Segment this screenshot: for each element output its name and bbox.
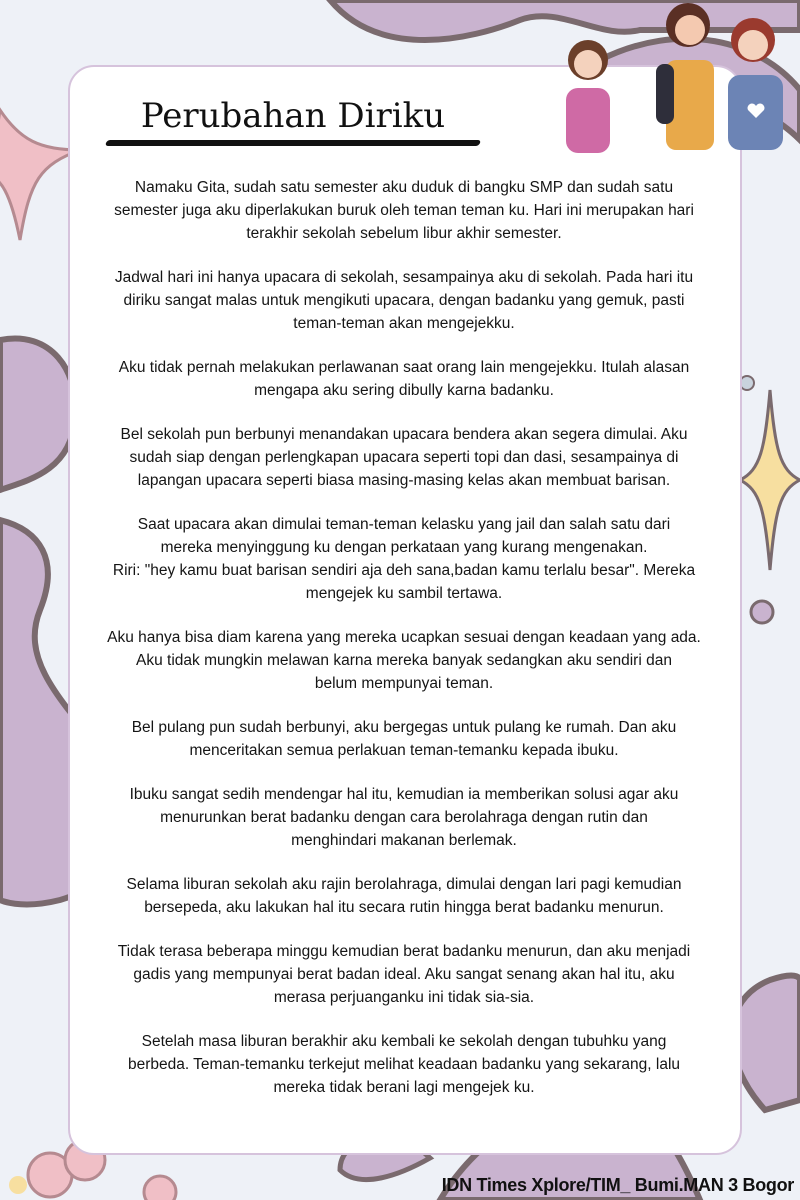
story-line: Aku tidak mungkin melawan karna mereka banyak sedangkan aku sendiri dan [136, 652, 672, 669]
story-line: gadis yang mempunyai berat badan ideal. Aku sangat senang akan hal itu, aku [133, 966, 675, 983]
story-line: Jadwal hari ini hanya upacara di sekolah, sesampainya aku di sekolah. Pada hari itu [114, 269, 694, 286]
story-line: terakhir sekolah sebelum libur akhir semester. [246, 225, 562, 242]
story-line: Selama liburan sekolah aku rajin berolahraga, dimulai dengan lari pagi kemudian [126, 876, 682, 893]
story-line: Bel sekolah pun berbunyi menandakan upacara bendera akan segera dimulai. Aku [120, 426, 688, 443]
story-line: teman-teman akan mengejekku. [293, 315, 515, 332]
story-line: mengapa aku sering dibully karna badanku. [254, 382, 554, 399]
story-line: menghindari makanan berlemak. [291, 832, 517, 849]
story-line: merasa perjuanganku ini tidak sia-sia. [273, 989, 535, 1006]
story-line: Riri: "hey kamu buat barisan sendiri aja deh sana,badan kamu terlalu besar". Mereka [112, 562, 696, 579]
story-line: menceritakan semua perlakuan teman-temanku kepada ibuku. [189, 742, 619, 759]
story-line: Namaku Gita, sudah satu semester aku duduk di bangku SMP dan sudah satu [134, 179, 674, 196]
story-line: mereka menyinggung ku dengan perkataan yang kurang mengenakan. [160, 539, 648, 556]
story-line: menurunkan berat badanku dengan cara berolahraga dengan rutin dan [160, 809, 648, 826]
credit: IDN Times Xplore/TIM_ Bumi.MAN 3 Bogor [441, 1175, 794, 1195]
story-paragraph [80, 266, 728, 335]
title-underline [105, 140, 481, 146]
story-line: Aku tidak pernah melakukan perlawanan saat orang lain mengejekku. Itulah alasan [118, 359, 690, 376]
girls-illustration [548, 0, 798, 180]
story-paragraph [80, 626, 728, 695]
girl-with-glasses [566, 40, 610, 153]
story-line: Tidak terasa beberapa minggu kemudian berat badanku menurun, dan aku menjadi [117, 943, 691, 960]
blob-left-upper [0, 338, 76, 490]
story-line: berbeda. Teman-temanku terkejut melihat keadaan badanku yang sekarang, lalu [127, 1056, 681, 1073]
story-paragraph [80, 356, 728, 402]
story-line: mengejek ku sambil tertawa. [305, 585, 503, 602]
story-text [80, 176, 728, 1120]
story-line: bersepeda, aku lakukan hal itu secara rutin hingga berat badanku menurun. [144, 899, 664, 916]
bubble [740, 376, 754, 390]
story-line: mereka tidak berani lagi mengejek ku. [273, 1079, 535, 1096]
story-line: sudah siap dengan perlengkapan upacara seperti topi dan dasi, sesampainya di [129, 449, 679, 466]
yellow-star [740, 390, 800, 570]
drop-right [732, 976, 800, 1110]
page-title: Perubahan Diriku [140, 96, 446, 136]
story-line: Setelah masa liburan berakhir aku kembali ke sekolah dengan tubuhku yang [141, 1033, 667, 1050]
story-paragraph [80, 176, 728, 245]
story-paragraph [80, 783, 728, 852]
story-line: diriku sangat malas untuk mengikuti upacara, dengan badanku yang gemuk, pasti [123, 292, 685, 309]
story-line: lapangan upacara seperti biasa masing-masing kelas akan membuat barisan. [137, 472, 671, 489]
story-paragraph [80, 716, 728, 762]
girl-whispering [728, 18, 783, 150]
girl-pointing [656, 3, 714, 150]
story-line: belum mempunyai teman. [314, 675, 494, 692]
bubble [751, 601, 773, 623]
story-line: Ibuku sangat sedih mendengar hal itu, kemudian ia memberikan solusi agar aku [129, 786, 679, 803]
story-paragraph [80, 873, 728, 919]
story-line: semester juga aku diperlakukan buruk oleh teman teman ku. Hari ini merupakan hari [114, 202, 694, 219]
story-paragraph [80, 513, 728, 605]
story-paragraph [80, 1030, 728, 1099]
story-line: Saat upacara akan dimulai teman-teman kelasku yang jail dan salah satu dari [137, 516, 671, 533]
story-line: Bel pulang pun sudah berbunyi, aku bergegas untuk pulang ke rumah. Dan aku [131, 719, 677, 736]
story-line: Aku hanya bisa diam karena yang mereka ucapkan sesuai dengan keadaan yang ada. [107, 629, 701, 646]
story-paragraph [80, 940, 728, 1009]
story-paragraph [80, 423, 728, 492]
